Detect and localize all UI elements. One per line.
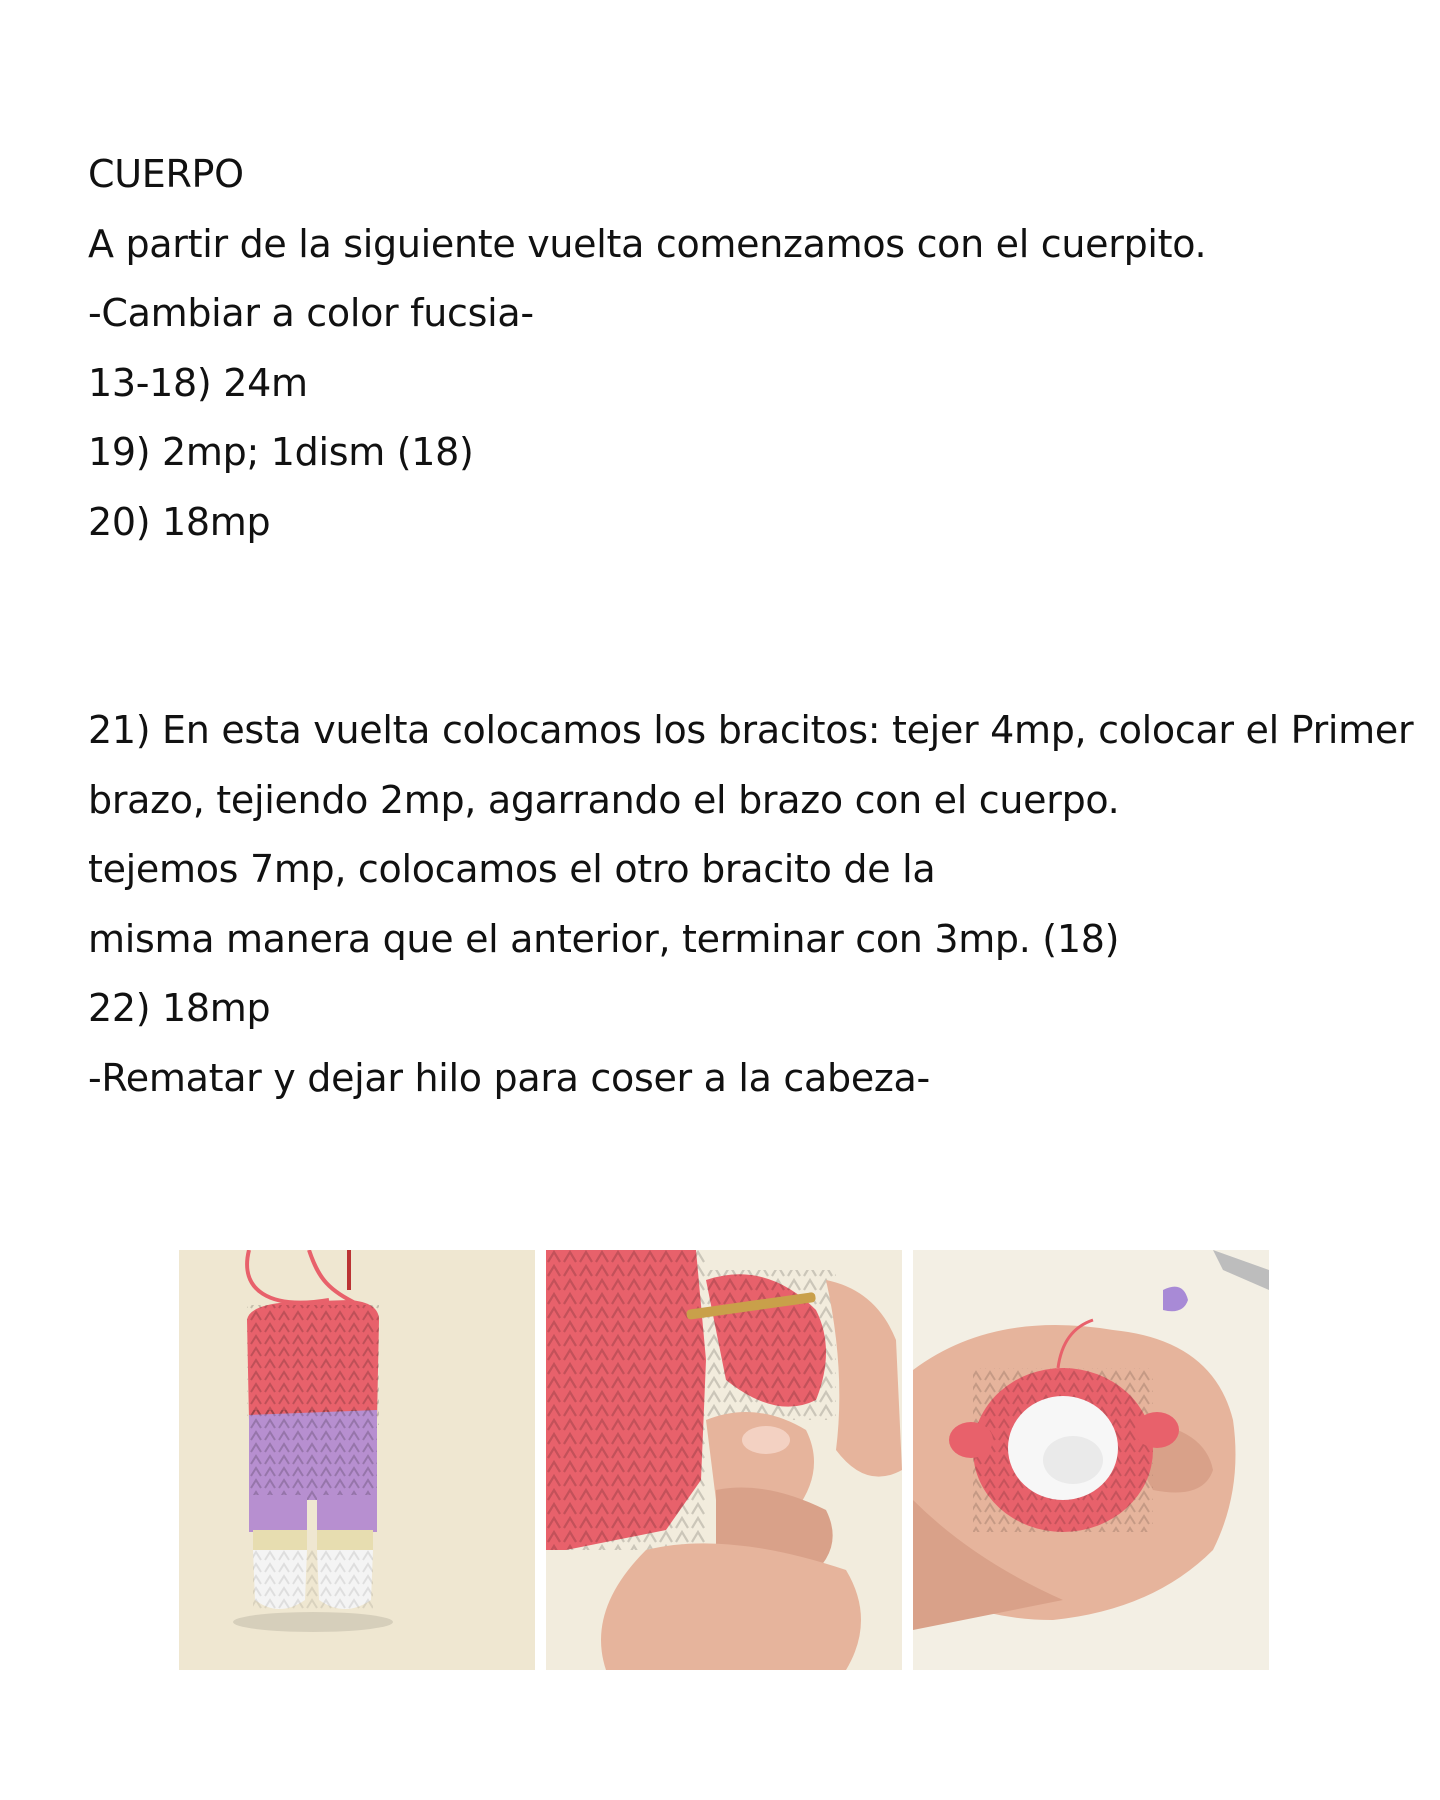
crochet-body-stuffed-photo bbox=[913, 1250, 1269, 1670]
instruction-line: 22) 18mp bbox=[88, 986, 271, 1030]
instruction-line: -Cambiar a color fucsia- bbox=[88, 291, 534, 335]
instruction-line: 13-18) 24m bbox=[88, 360, 308, 405]
instruction-line: 21) En esta vuelta colocamos los bracitos: tejer 4mp, colocar el Primer bbox=[88, 708, 1414, 752]
pattern-text bbox=[88, 140, 1414, 1113]
instruction-line: misma manera que el anterior, terminar con 3mp. (18) bbox=[88, 916, 1120, 961]
instruction-line: tejemos 7mp, colocamos el otro bracito de la bbox=[88, 847, 936, 891]
photo-strip bbox=[179, 1250, 1269, 1670]
instruction-line: A partir de la siguiente vuelta comenzamos con el cuerpito. bbox=[88, 221, 1207, 266]
crochet-body-photo bbox=[179, 1250, 535, 1670]
crochet-arm-attach-photo bbox=[546, 1250, 902, 1670]
paragraph-gap bbox=[88, 557, 1388, 696]
instruction-line: 19) 2mp; 1dism (18) bbox=[88, 430, 474, 474]
instruction-line: 20) 18mp bbox=[88, 499, 271, 544]
instruction-line: brazo, tejiendo 2mp, agarrando el brazo con el cuerpo. bbox=[88, 777, 1120, 822]
section-heading: CUERPO bbox=[88, 152, 244, 196]
instruction-line: -Rematar y dejar hilo para coser a la cabeza- bbox=[88, 1055, 930, 1100]
